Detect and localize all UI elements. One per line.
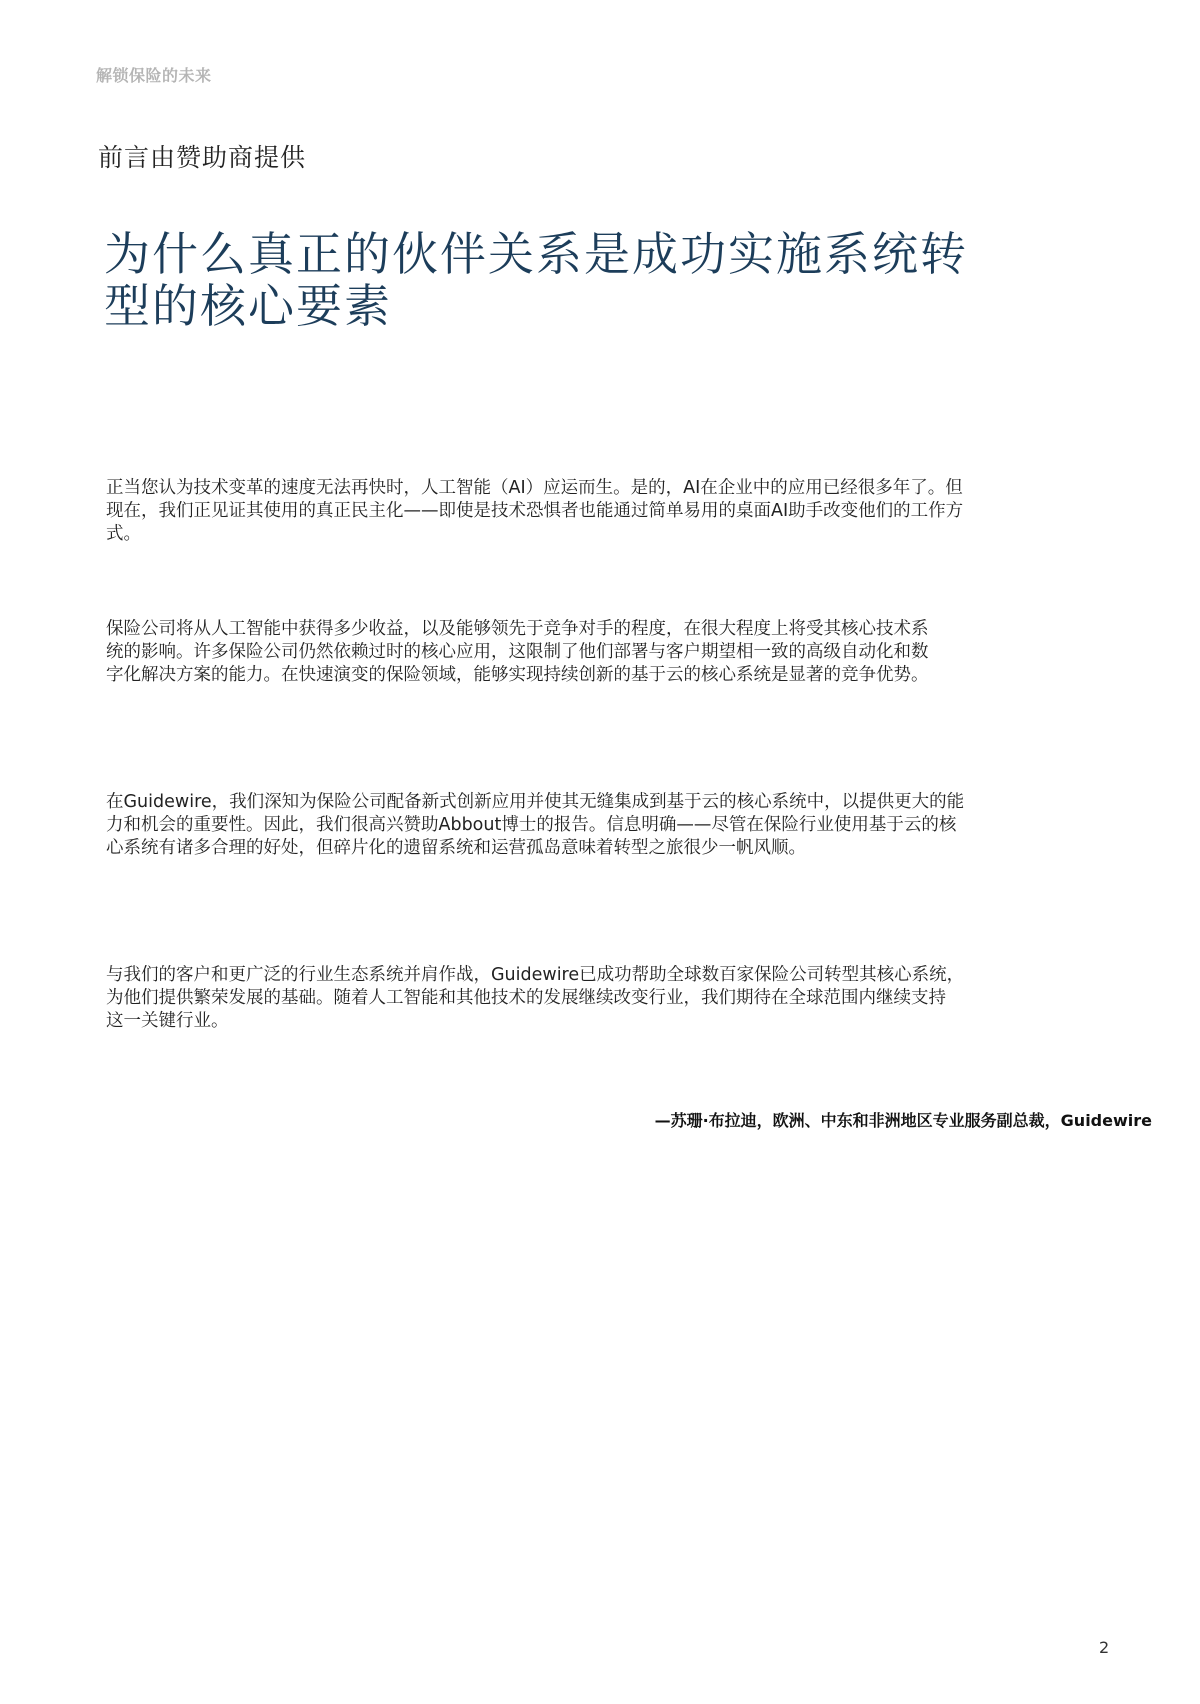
body-paragraph-3 <box>106 791 1106 860</box>
paragraph-line: 力和机会的重要性。因此，我们很高兴赞助Abbout博士的报告。信息明确——尽管在保险行业使用基于云的核 <box>106 815 957 835</box>
paragraph-line: 与我们的客户和更广泛的行业生态系统并肩作战，Guidewire已成功帮助全球数百家保险公司转型其核心系统， <box>106 965 965 985</box>
paragraph-line: 字化解决方案的能力。在快速演变的保险领域，能够实现持续创新的基于云的核心系统是显著的竞争优势。 <box>106 665 929 685</box>
paragraph-line: 为他们提供繁荣发展的基础。随着人工智能和其他技术的发展继续改变行业，我们期待在全球范围内继续支持 <box>106 988 946 1008</box>
paragraph-line: 统的影响。许多保险公司仍然依赖过时的核心应用，这限制了他们部署与客户期望相一致的高级自动化和数 <box>106 642 929 662</box>
page-title-line: 为什么真正的伙伴关系是成功实施系统转 <box>104 227 968 281</box>
page-title-line: 型的核心要素 <box>104 279 392 333</box>
section-label: 前言由赞助商提供 <box>98 143 307 172</box>
paragraph-line: 现在，我们正见证其使用的真正民主化——即使是技术恐惧者也能通过简单易用的桌面AI助手改变他们的工作方 <box>106 501 964 521</box>
page-number: 2 <box>1099 1638 1110 1657</box>
paragraph-line: 式。 <box>106 524 141 544</box>
paragraph-line: 保险公司将从人工智能中获得多少收益，以及能够领先于竞争对手的程度，在很大程度上将受其核心技术系 <box>106 619 929 639</box>
body-paragraph-4 <box>106 964 1106 1033</box>
body-paragraph-2 <box>106 618 1106 687</box>
running-header: 解锁保险的未来 <box>96 66 212 85</box>
paragraph-line: 心系统有诸多合理的好处，但碎片化的遗留系统和运营孤岛意味着转型之旅很少一帆风顺。 <box>106 838 806 858</box>
attribution: —苏珊·布拉迪，欧洲、中东和非洲地区专业服务副总裁，Guidewire <box>654 1111 1152 1130</box>
page-title <box>104 228 1064 332</box>
paragraph-line: 这一关键行业。 <box>106 1011 229 1031</box>
paragraph-line: 正当您认为技术变革的速度无法再快时，人工智能（AI）应运而生。是的，AI在企业中的应用已经很多年了。但 <box>106 478 963 498</box>
paragraph-line: 在Guidewire，我们深知为保险公司配备新式创新应用并使其无缝集成到基于云的核心系统中，以提供更大的能 <box>106 792 965 812</box>
body-paragraph-1 <box>106 477 1106 546</box>
